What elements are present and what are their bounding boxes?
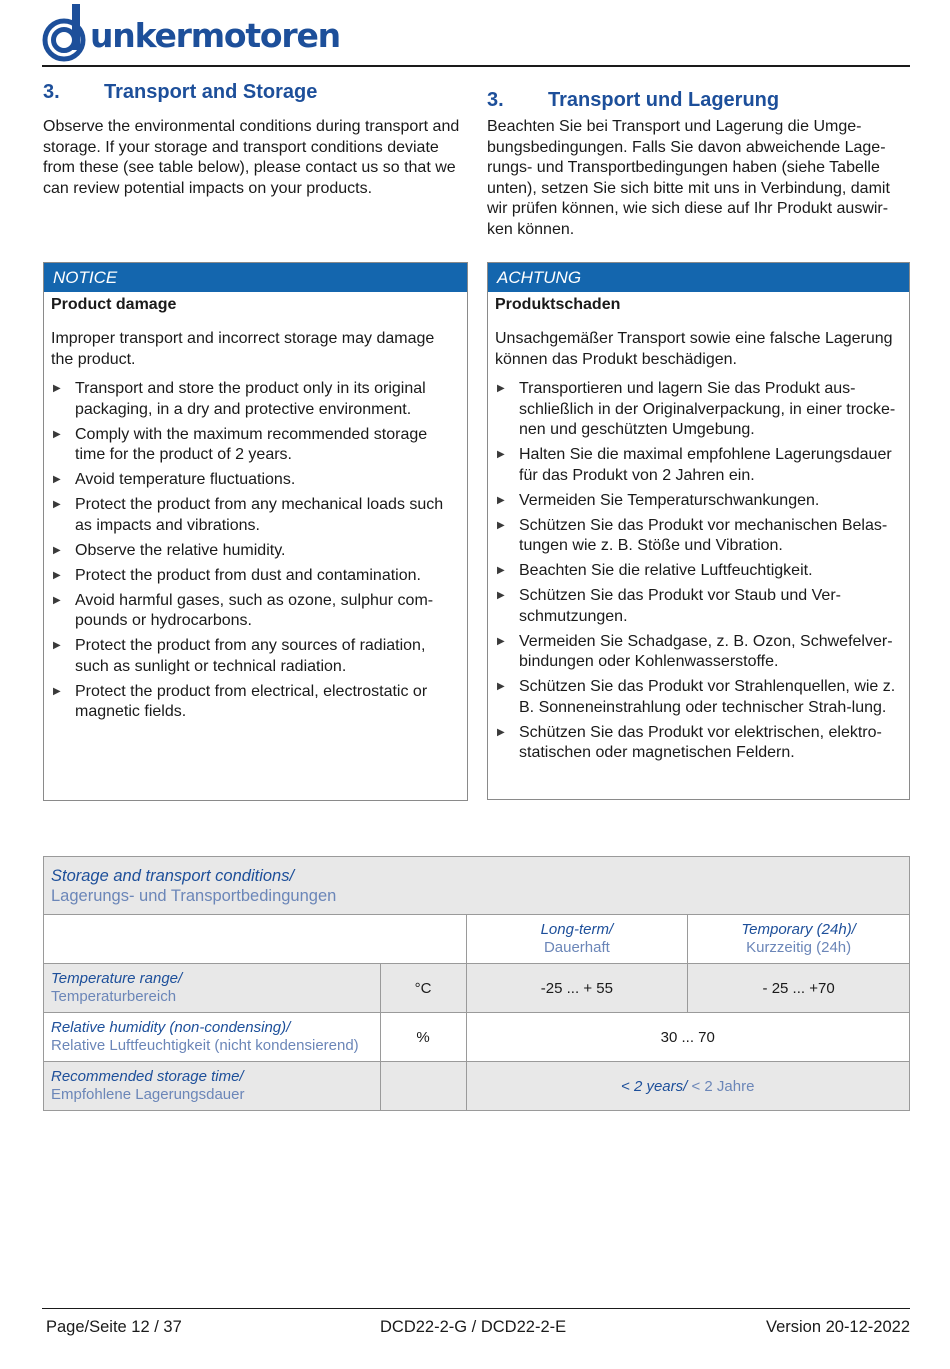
document-id: DCD22-2-G / DCD22-2-E (380, 1318, 567, 1336)
notice-label-de: ACHTUNG (488, 263, 909, 292)
header-divider (42, 65, 910, 67)
notice-intro-en: Improper transport and incorrect storage may damage the product. (51, 330, 435, 368)
row-unit-temperature: °C (380, 964, 466, 1013)
section-number-en: 3. (43, 81, 60, 103)
list-item: ▶ Protect the product from any mechanical loads such as impacts and vibrations. (53, 496, 444, 534)
list-item: ▶ Schützen Sie das Produkt vor elektrischen, elektro-statischen oder magnetischen Feldern. (497, 723, 882, 761)
bullet-arrow-icon: ▶ (497, 565, 505, 576)
row-label-temperature: Temperature range/ Temperaturbereich (44, 964, 381, 1013)
version-label: Version 20-12-2022 (765, 1318, 910, 1336)
row-unit-humidity: % (380, 1013, 466, 1062)
bullet-arrow-icon: ▶ (497, 383, 505, 394)
list-item: ▶ Protect the product from any sources of radiation, such as sunlight or technical radiation. (53, 637, 426, 675)
notice-subtitle-en: Product damage (51, 296, 177, 313)
notice-list-de (495, 379, 901, 764)
row-unit-storage-time (380, 1062, 466, 1111)
bullet-arrow-icon: ▶ (53, 594, 61, 606)
table-row (44, 964, 910, 1013)
intro-paragraph-de: Beachten Sie bei Transport und Lagerung die Umge-bungsbedingungen. Falls Sie davon abweichende Lage-rungs- und Transportbedingungen haben (siehe Tabelle unten), setzen Sie sich bitte mit uns in Verbindung, damit wir prüfen können, wie sich diese auf Ihr Produkt auswir-ken können. (487, 118, 890, 238)
bullet-arrow-icon: ▶ (53, 428, 61, 440)
intro-paragraph-en: Observe the environmental conditions during transport and storage. If your storage and transport conditions deviate from these (see table below), please contact us so that we can review potential impacts on your products. (43, 118, 460, 197)
notice-subtitle-de: Produktschaden (495, 296, 621, 313)
cell-temperature-long-term: -25 ... + 55 (466, 964, 688, 1013)
notice-list-en (51, 379, 459, 723)
bullet-arrow-icon: ▶ (53, 474, 61, 485)
col-header-long-term: Long-term/ Dauerhaft (466, 915, 688, 964)
list-item: ▶ Beachten Sie die relative Luftfeuchtigkeit. (495, 561, 901, 582)
list-item: ▶ Vermeiden Sie Schadgase, z. B. Ozon, Schwefelver-bindungen oder Kohlenwasserstoffe. (497, 632, 893, 670)
table-title-en: Storage and transport conditions/ (51, 866, 295, 885)
section-title-de: Transport und Lagerung (548, 89, 780, 111)
bullet-arrow-icon: ▶ (53, 383, 61, 394)
section-title-en: Transport and Storage (104, 81, 318, 103)
cell-temperature-temporary: - 25 ... +70 (688, 964, 910, 1013)
notice-box-de (487, 262, 910, 800)
list-item: ▶ Schützen Sie das Produkt vor mechanischen Belas-tungen wie z. B. Stöße und Vibration. (497, 516, 888, 554)
table-title-row (44, 857, 910, 915)
table-header-row (44, 915, 910, 964)
bullet-arrow-icon: ▶ (497, 519, 505, 531)
bullet-arrow-icon: ▶ (497, 494, 505, 506)
bullet-arrow-icon: ▶ (53, 569, 61, 581)
list-item: ▶ Avoid temperature fluctuations. (51, 470, 459, 491)
page-number: Page/Seite 12 / 37 (46, 1318, 182, 1336)
table-row (44, 1062, 910, 1111)
logo-text: unkermotoren (90, 15, 340, 55)
list-item: ▶ Protect the product from dust and contamination. (51, 566, 459, 587)
list-item: ▶ Transportieren und lagern Sie das Produkt aus-schließlich in der Originalverpackung, in einer trocke-nen und geschützten Umgebung. (497, 380, 896, 438)
bullet-arrow-icon: ▶ (53, 544, 61, 556)
footer-divider (42, 1308, 910, 1309)
bullet-arrow-icon: ▶ (497, 681, 505, 692)
table-header-blank (44, 915, 467, 964)
list-item: ▶ Vermeiden Sie Temperaturschwankungen. (495, 491, 901, 512)
notice-intro-de: Unsachgemäßer Transport sowie eine falsche Lagerung können das Produkt beschädigen. (495, 330, 893, 368)
list-item: ▶ Observe the relative humidity. (51, 541, 459, 562)
bullet-arrow-icon: ▶ (497, 726, 505, 738)
bullet-arrow-icon: ▶ (53, 685, 61, 697)
list-item: ▶ Comply with the maximum recommended storage time for the product of 2 years. (53, 425, 428, 463)
brand-logo (42, 2, 340, 64)
cell-storage-time-value: < 2 years/ < 2 Jahre (466, 1062, 909, 1111)
bullet-arrow-icon: ▶ (497, 590, 505, 601)
list-item: ▶ Schützen Sie das Produkt vor Staub und Ver-schmutzungen. (497, 587, 841, 625)
list-item: ▶ Halten Sie die maximal empfohlene Lagerungsdauer für das Produkt von 2 Jahren ein. (497, 446, 892, 484)
conditions-table (43, 856, 910, 1111)
bullet-arrow-icon: ▶ (53, 640, 61, 651)
notice-box-en (43, 262, 468, 801)
table-title (44, 857, 910, 915)
list-item: ▶ Schützen Sie das Produkt vor Strahlenquellen, wie z. B. Sonneneinstrahlung oder technischer Strah-lung. (497, 678, 896, 716)
section-number-de: 3. (487, 89, 504, 111)
notice-label-en: NOTICE (44, 263, 467, 292)
bullet-arrow-icon: ▶ (497, 635, 505, 647)
col-header-temporary: Temporary (24h)/ Kurzzeitig (24h) (688, 915, 910, 964)
row-label-storage-time: Recommended storage time/ Empfohlene Lagerungsdauer (44, 1062, 381, 1111)
list-item: ▶ Protect the product from electrical, electrostatic or magnetic fields. (53, 682, 428, 720)
list-item: ▶ Avoid harmful gases, such as ozone, sulphur com-pounds or hydrocarbons. (53, 591, 434, 629)
bullet-arrow-icon: ▶ (497, 449, 505, 460)
list-item: ▶ Transport and store the product only in its original packaging, in a dry and protective environment. (53, 380, 426, 418)
bullet-arrow-icon: ▶ (53, 499, 61, 510)
logo-d-icon (42, 2, 92, 64)
table-title-de: Lagerungs- und Transportbedingungen (51, 886, 337, 905)
cell-humidity-value: 30 ... 70 (466, 1013, 909, 1062)
row-label-humidity: Relative humidity (non-condensing)/ Relative Luftfeuchtigkeit (nicht kondensierend) (44, 1013, 381, 1062)
table-row (44, 1013, 910, 1062)
